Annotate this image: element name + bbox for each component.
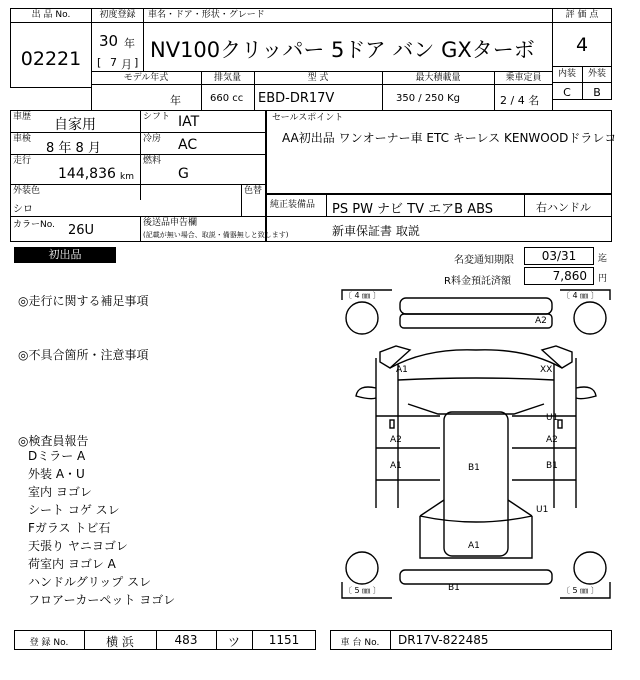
exterior-color-label: 外装色 bbox=[13, 186, 41, 196]
deadline-suffix: 迄 bbox=[598, 254, 608, 264]
shift-label: シフト bbox=[143, 112, 171, 122]
mark-fender-left: A1 bbox=[396, 365, 408, 375]
inspector-item: 外装 A・U bbox=[28, 467, 85, 481]
color-change-label: 色替 bbox=[244, 186, 263, 196]
mark-back-door: A1 bbox=[468, 541, 480, 551]
later-report-note: (記載が無い場合、取説・備器無しと致します) bbox=[143, 231, 289, 239]
lot-label: 出 品 No. bbox=[31, 10, 71, 20]
mark-front-door-right: A2 bbox=[546, 435, 558, 445]
registration-area: 横 浜 bbox=[106, 635, 134, 649]
type-label: 型 式 bbox=[307, 73, 329, 83]
inspector-item: フロアーカーペット ヨゴレ bbox=[28, 593, 176, 607]
extras: 新車保証書 取説 bbox=[332, 224, 420, 238]
bracket-close: ] bbox=[134, 56, 139, 69]
car-damage-diagram bbox=[340, 288, 612, 600]
recycle-suffix: 円 bbox=[598, 274, 608, 284]
mark-front-door-right-top: U1 bbox=[546, 413, 559, 423]
ac-label: 冷房 bbox=[143, 134, 162, 144]
color-no-label: カラーNo. bbox=[13, 220, 55, 230]
inspector-item: 室内 ヨゴレ bbox=[28, 485, 92, 499]
inspection-label: 車検 bbox=[13, 134, 32, 144]
sales-point-label: セールスポイント bbox=[272, 113, 344, 123]
deadline-value: 03/31 bbox=[524, 247, 594, 265]
displacement-label: 排気量 bbox=[213, 73, 241, 83]
first-reg-year-unit: 年 bbox=[124, 37, 135, 50]
registration-kana: ツ bbox=[227, 635, 240, 649]
equipment: PS PW ナビ TV エアB ABS bbox=[332, 202, 494, 217]
mileage-label: 走行 bbox=[13, 156, 32, 166]
ac: AC bbox=[178, 137, 198, 153]
lot-number: 02221 bbox=[20, 48, 82, 70]
registration-number: 1151 bbox=[268, 633, 300, 647]
mark-front-door-left: A2 bbox=[390, 435, 402, 445]
defects-heading: ◎不具合箇所・注意事項 bbox=[18, 348, 149, 362]
tire-front-right: 〔 4 ㎜ 〕 bbox=[562, 291, 599, 300]
interior-label: 内装 bbox=[557, 69, 576, 79]
mark-rear-bumper: B1 bbox=[448, 583, 460, 593]
model-year-label: モデル年式 bbox=[123, 73, 169, 83]
tire-rear-right: 〔 5 ㎜ 〕 bbox=[562, 586, 599, 595]
recycle-value: 7,860 bbox=[524, 267, 594, 285]
mileage-unit: km bbox=[120, 172, 134, 182]
inspector-item: ハンドルグリップ スレ bbox=[28, 575, 152, 589]
first-reg-year: 30 bbox=[99, 32, 119, 50]
mark-fender-right: XX bbox=[540, 365, 553, 375]
inspector-item: 天張り ヤニヨゴレ bbox=[28, 539, 128, 553]
inspector-item: 荷室内 ヨゴレ A bbox=[28, 557, 116, 571]
later-report-label: 後送品申告欄 bbox=[143, 218, 198, 228]
mark-quarter-right: U1 bbox=[536, 505, 549, 515]
chassis-number: DR17V-822485 bbox=[398, 633, 489, 647]
deadline-label: 名変通知期限 bbox=[454, 255, 514, 266]
inspection: 8 年 8 月 bbox=[46, 141, 101, 156]
first-reg-month-unit: 月 bbox=[121, 58, 132, 71]
registration-class: 483 bbox=[174, 633, 198, 647]
inspector-item: Fガラス トビ石 bbox=[28, 521, 111, 535]
max-load-label: 最大積載量 bbox=[415, 73, 461, 83]
tire-front-left: 〔 4 ㎜ 〕 bbox=[344, 291, 381, 300]
first-listing-badge: 初出品 bbox=[14, 247, 116, 263]
mark-front-bumper: A2 bbox=[535, 316, 547, 326]
fuel: G bbox=[178, 166, 189, 182]
chassis-label: 車 台 No. bbox=[340, 638, 380, 648]
max-load: 350 / 250 Kg bbox=[396, 93, 460, 104]
exterior-label: 外装 bbox=[587, 69, 606, 79]
first-reg-month: 7 bbox=[110, 56, 117, 69]
car-name: NV100クリッパー 5ドア バン GXターボ bbox=[150, 38, 535, 62]
bracket-open: [ bbox=[97, 56, 102, 69]
tire-rear-left: 〔 5 ㎜ 〕 bbox=[344, 586, 381, 595]
capacity-label: 乗車定員 bbox=[505, 73, 542, 83]
driving-notes-heading: ◎走行に関する補足事項 bbox=[18, 294, 149, 308]
car-name-label: 車名・ドア・形状・グレード bbox=[148, 10, 265, 20]
model-year-unit: 年 bbox=[170, 94, 181, 107]
sales-point: AA初出品 ワンオーナー車 ETC キーレス KENWOODドラレコ bbox=[282, 131, 617, 145]
first-reg-label: 初度登録 bbox=[99, 10, 136, 20]
history: 自家用 bbox=[54, 117, 96, 133]
shift: IAT bbox=[178, 114, 200, 130]
handle: 右ハンドル bbox=[536, 201, 591, 214]
score-label: 評 価 点 bbox=[565, 10, 599, 20]
mark-rear-door-right: B1 bbox=[546, 461, 558, 471]
displacement: 660 cc bbox=[210, 93, 244, 104]
inspector-item: シート コゲ スレ bbox=[28, 503, 120, 517]
exterior-color: シロ bbox=[13, 204, 33, 215]
interior-grade: C bbox=[563, 86, 571, 99]
inspector-report-heading: ◎検査員報告 bbox=[18, 434, 89, 448]
model-type: EBD-DR17V bbox=[258, 91, 335, 106]
color-no: 26U bbox=[68, 223, 95, 238]
history-label: 車歴 bbox=[13, 112, 32, 122]
fuel-label: 燃料 bbox=[143, 156, 162, 166]
registration-label: 登 録 No. bbox=[29, 638, 69, 648]
recycle-label: R料金預託済額 bbox=[444, 276, 511, 287]
capacity: 2 / 4 名 bbox=[500, 94, 540, 107]
score-value: 4 bbox=[575, 34, 589, 56]
mark-roof: B1 bbox=[468, 463, 480, 473]
equipment-label: 純正装備品 bbox=[270, 200, 316, 210]
mark-rear-door-left: A1 bbox=[390, 461, 402, 471]
inspector-item: Dミラー A bbox=[28, 449, 86, 463]
mileage: 144,836 bbox=[58, 166, 116, 182]
exterior-grade: B bbox=[593, 86, 601, 99]
